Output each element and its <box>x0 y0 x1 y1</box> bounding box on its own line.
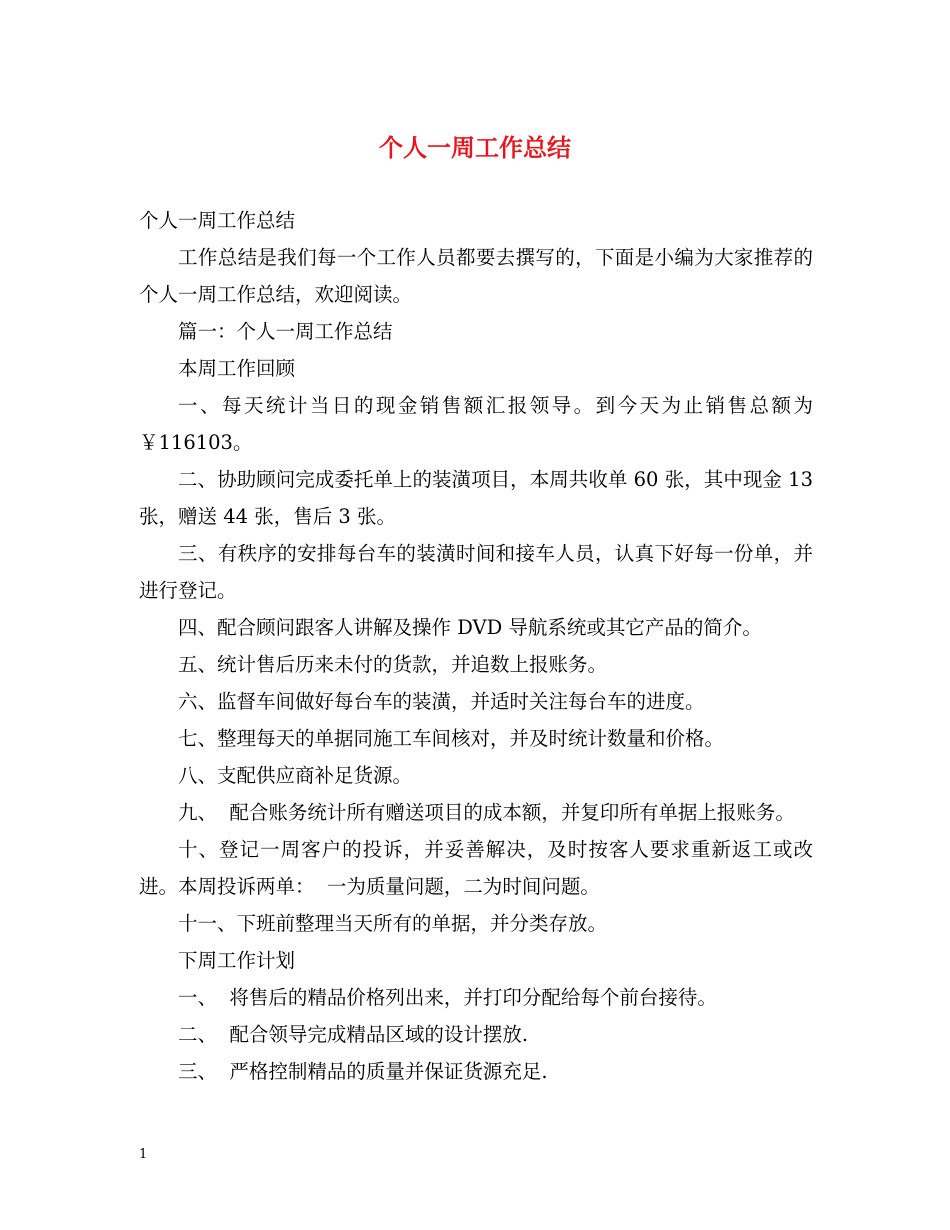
list-item: 二、协助顾问完成委托单上的装潢项目，本周共收单 60 张，其中现金 13 张，赠送 44 张，售后 3 张。 <box>139 468 820 528</box>
list-item: 十、登记一周客户的投诉，并妥善解决，及时按客人要求重新返工或改进。本周投诉两单： 一为质量问题，二为时间问题。 <box>139 838 813 898</box>
list-item: 七、整理每天的单据同施工车间核对，并及时统计数量和价格。 <box>178 727 725 750</box>
paragraph: 工作总结是我们每一个工作人员都要去撰写的，下面是小编为大家推荐的个人一周工作总结，欢迎阅读。 <box>139 246 813 306</box>
list-item: 八、支配供应商补足货源。 <box>178 764 413 787</box>
document-body <box>139 202 820 1090</box>
document-title: 个人一周工作总结 <box>379 133 571 162</box>
list-item: 六、监督车间做好每台车的装潢，并适时关注每台车的进度。 <box>178 690 705 713</box>
list-item: 一、每天统计当日的现金销售额汇报领导。到今天为止销售总额为￥116103。 <box>139 394 813 454</box>
list-item: 九、 配合账务统计所有赠送项目的成本额，并复印所有单据上报账务。 <box>178 801 795 824</box>
section-heading: 本周工作回顾 <box>178 357 296 380</box>
section-heading: 篇一：个人一周工作总结 <box>178 320 393 343</box>
list-item: 一、 将售后的精品价格列出来，并打印分配给每个前台接待。 <box>178 986 717 1009</box>
section-heading: 下周工作计划 <box>178 949 296 972</box>
list-item: 四、配合顾问跟客人讲解及操作 DVD 导航系统或其它产品的简介。 <box>178 616 762 639</box>
list-item: 三、有秩序的安排每台车的装潢时间和接车人员，认真下好每一份单，并进行登记。 <box>139 542 813 602</box>
list-item: 五、统计售后历来未付的货款，并追数上报账务。 <box>178 653 608 676</box>
list-item: 二、 配合领导完成精品区域的设计摆放. <box>178 1023 529 1046</box>
paragraph: 个人一周工作总结 <box>139 209 296 232</box>
list-item: 三、 严格控制精品的质量并保证货源充足. <box>178 1060 548 1083</box>
list-item: 十一、下班前整理当天所有的单据，并分类存放。 <box>178 912 608 935</box>
page-number: 1 <box>139 1147 148 1162</box>
